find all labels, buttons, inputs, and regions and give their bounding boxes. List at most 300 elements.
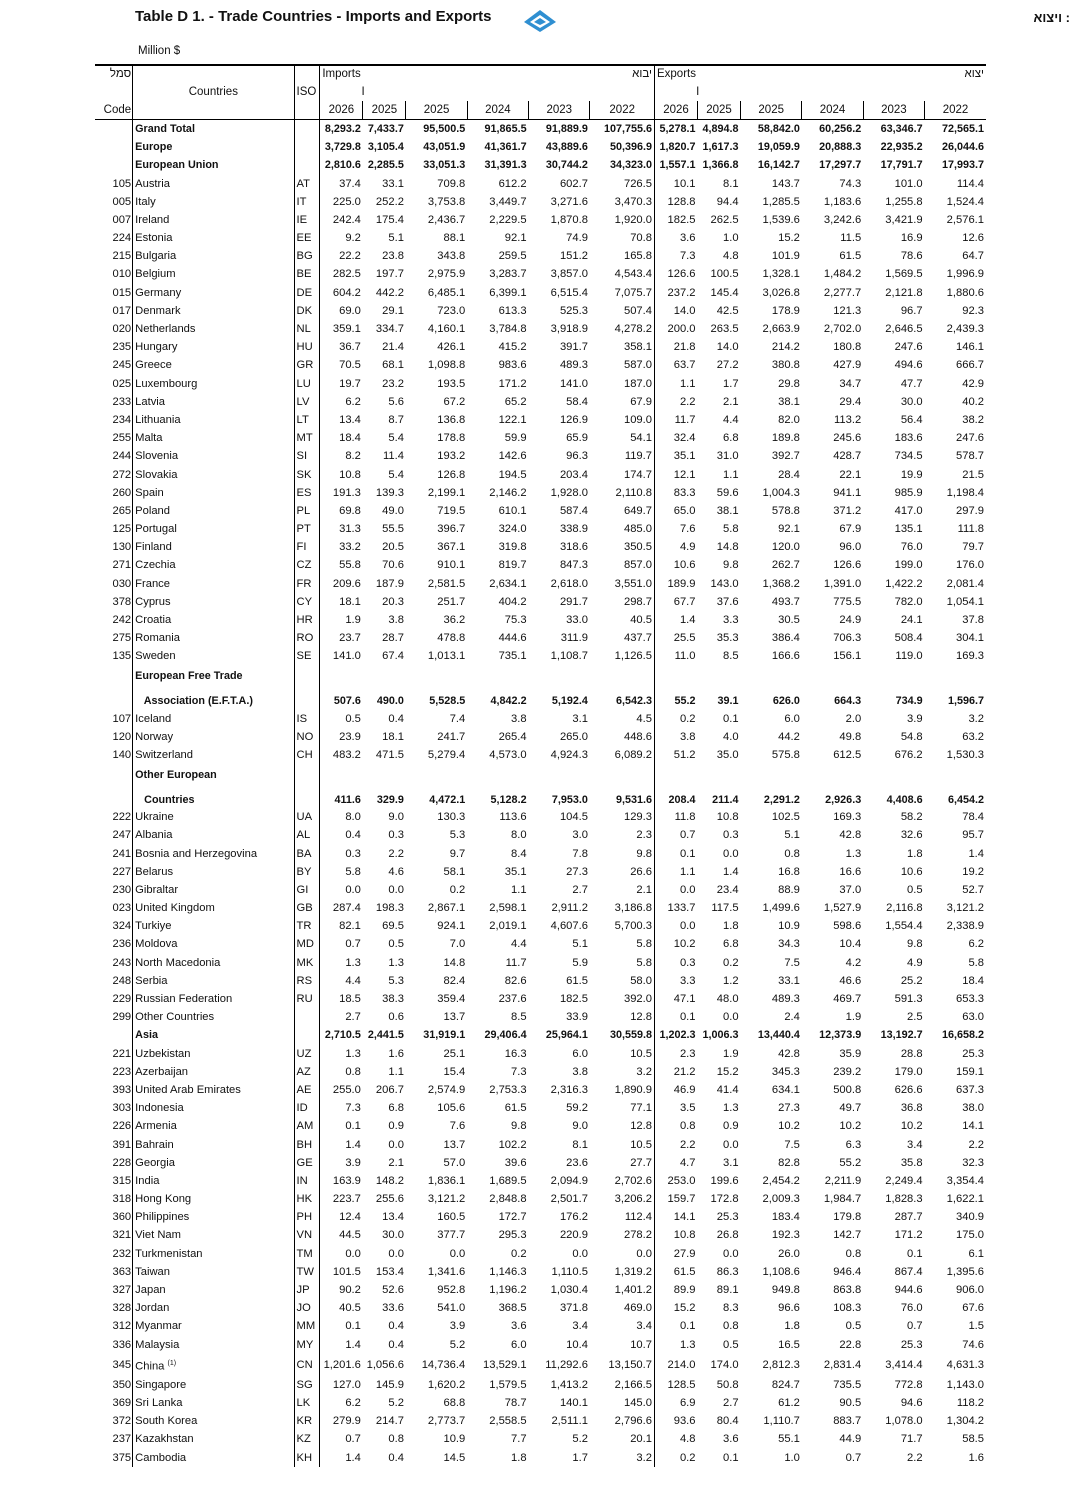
table-row: [95, 1376, 986, 1394]
export-value: 1,006.3: [702, 1029, 739, 1042]
import-value: 0.8: [388, 1433, 404, 1446]
import-value: 0.4: [388, 1320, 404, 1333]
import-value: 483.2: [332, 748, 361, 761]
import-value: 2,558.5: [489, 1415, 527, 1428]
import-value: 371.8: [559, 1302, 588, 1315]
export-value: 1.8: [907, 847, 923, 860]
row-country-label: European Union: [135, 159, 219, 172]
iso-header: ISO: [294, 83, 320, 101]
row-iso: CH: [294, 746, 320, 764]
import-value: 4,278.2: [590, 320, 655, 338]
table-row: [95, 809, 986, 827]
export-value: 5.1: [784, 829, 800, 842]
import-value: 5,528.5: [429, 695, 466, 707]
import-value: 3.8: [388, 614, 404, 627]
export-value: 28.8: [900, 1047, 923, 1060]
import-value: 182.5: [559, 993, 588, 1006]
import-value: 58.0: [590, 972, 655, 990]
export-value: 61.5: [839, 250, 862, 263]
import-value: 52.6: [382, 1284, 404, 1297]
export-value: 46.9: [673, 1083, 696, 1096]
table-row: [95, 375, 986, 393]
export-value: 1.9: [845, 1011, 862, 1024]
export-value: 11.5: [840, 232, 862, 245]
import-value: [467, 765, 528, 786]
import-value: 151.2: [559, 250, 588, 263]
import-value: 70.6: [382, 559, 404, 572]
import-value: 50,396.9: [590, 139, 655, 157]
import-value: 7,075.7: [590, 284, 655, 302]
export-value: 494.6: [894, 359, 923, 372]
row-iso: JP: [294, 1281, 320, 1299]
import-value: 396.7: [437, 523, 466, 536]
row-iso: MK: [294, 954, 320, 972]
row-country-label: Indonesia: [135, 1102, 184, 1115]
import-value: 0.7: [345, 1433, 361, 1446]
export-value: 25.3: [962, 1047, 984, 1060]
row-country-label: Hong Kong: [135, 1193, 192, 1206]
row-country-label: Malaysia: [135, 1338, 180, 1351]
export-value: 2,211.9: [824, 1174, 862, 1187]
import-value: 2.1: [388, 1156, 404, 1169]
row-country: [133, 120, 294, 139]
export-value: 64.7: [962, 250, 984, 263]
export-value: 35.8: [900, 1156, 923, 1169]
import-value: 25.1: [443, 1047, 466, 1060]
export-value: [925, 765, 986, 786]
import-value: 31,391.3: [484, 159, 527, 172]
row-code: [95, 120, 133, 139]
row-country: [133, 687, 294, 710]
export-value: 6.8: [722, 938, 739, 951]
export-value: 867.4: [894, 1265, 923, 1278]
export-value: 3,026.8: [762, 286, 800, 299]
row-iso: [294, 120, 320, 139]
export-value: 92.1: [778, 523, 800, 536]
table-row: [95, 320, 986, 338]
export-value: 159.1: [956, 1065, 984, 1078]
table-row: [95, 1431, 986, 1449]
export-value: 2,812.3: [762, 1358, 800, 1371]
row-iso: HK: [294, 1191, 320, 1209]
row-country-label: Uzbekistan: [135, 1047, 191, 1060]
import-value: 1.3: [388, 956, 404, 969]
import-value: 478.8: [437, 632, 466, 645]
import-value: 1,146.3: [489, 1265, 527, 1278]
import-value: 74.9: [566, 232, 588, 245]
import-value: 6.0: [572, 1047, 588, 1060]
import-value: 145.0: [590, 1394, 655, 1412]
row-country: [133, 666, 294, 687]
row-code: 015: [95, 284, 133, 302]
import-value: 23.6: [566, 1156, 588, 1169]
export-value: 182.5: [667, 213, 696, 226]
export-value: 89.9: [673, 1284, 696, 1297]
year-header: 2025: [698, 101, 741, 120]
export-value: 60,256.2: [819, 122, 862, 135]
export-value: 14.0: [716, 341, 739, 354]
export-value: 2,663.9: [762, 323, 800, 336]
export-value: 2,009.3: [762, 1193, 800, 1206]
table-row: [95, 1100, 986, 1118]
import-value: 5.6: [388, 395, 404, 408]
import-value: 252.2: [375, 195, 404, 208]
row-country: [133, 900, 294, 918]
import-value: 7.6: [449, 1120, 466, 1133]
import-value: 104.5: [559, 811, 588, 824]
row-country: [133, 302, 294, 320]
export-value: 0.5: [722, 1338, 739, 1351]
import-value: 279.9: [332, 1415, 361, 1428]
import-value: 88.1: [443, 232, 466, 245]
row-code: 223: [95, 1063, 133, 1081]
import-value: 8.7: [388, 413, 404, 426]
row-code: 135: [95, 648, 133, 666]
row-iso: PT: [294, 521, 320, 539]
export-value: [741, 666, 802, 687]
table-row: [95, 1263, 986, 1281]
import-value: 2,501.7: [550, 1193, 588, 1206]
export-value: 1,328.1: [762, 268, 800, 281]
import-value: 174.7: [590, 466, 655, 484]
row-country-label: Armenia: [135, 1120, 177, 1133]
import-value: 311.9: [560, 632, 588, 645]
export-value: 42.5: [716, 304, 739, 317]
import-value: 0.4: [388, 1338, 404, 1351]
export-value: 59.6: [716, 486, 739, 499]
import-value: 20.3: [382, 595, 404, 608]
row-iso: PH: [294, 1209, 320, 1227]
import-value: 1,836.1: [427, 1174, 466, 1187]
export-value: 175.0: [956, 1229, 984, 1242]
row-country-label: Hungary: [135, 341, 178, 354]
row-iso: [294, 1009, 320, 1027]
import-value: 2,511.1: [551, 1415, 588, 1428]
import-value: 2.1: [590, 881, 655, 899]
import-value: 437.7: [590, 630, 655, 648]
row-code: 025: [95, 375, 133, 393]
import-value: 163.9: [332, 1174, 361, 1187]
import-value: 141.0: [559, 377, 588, 390]
import-value: 2,618.0: [550, 577, 588, 590]
import-value: 350.5: [590, 539, 655, 557]
import-value: 14.5: [443, 1451, 466, 1464]
import-value: 61.5: [566, 974, 588, 987]
export-value: 1.1: [722, 468, 739, 481]
import-value: 29,406.4: [484, 1029, 527, 1042]
row-country: [133, 809, 294, 827]
export-value: 21.5: [962, 468, 984, 481]
export-value: 1,198.4: [946, 486, 984, 499]
export-value: 3,421.9: [885, 213, 923, 226]
row-country: [133, 248, 294, 266]
import-value: 68.1: [382, 359, 404, 372]
import-value: [320, 765, 363, 786]
year-header: 2023: [529, 101, 590, 120]
import-value: 2,110.8: [590, 484, 655, 502]
import-value: 2,285.5: [367, 159, 404, 172]
row-iso: CZ: [294, 557, 320, 575]
import-value: 18.1: [339, 595, 361, 608]
export-value: 16,658.2: [941, 1029, 984, 1042]
export-value: 71.7: [900, 1433, 923, 1446]
export-value: 0.0: [722, 1138, 739, 1151]
row-code: [95, 765, 133, 786]
export-value: 96.0: [839, 541, 862, 554]
import-value: 0.3: [388, 829, 404, 842]
export-value: 653.3: [956, 993, 984, 1006]
row-country: [133, 339, 294, 357]
row-country-label: Other European: [135, 768, 217, 781]
import-value: 14.8: [443, 956, 466, 969]
import-value: [320, 666, 363, 687]
table-row: [95, 1354, 986, 1376]
export-value: 2,576.1: [946, 213, 984, 226]
row-code: 336: [95, 1336, 133, 1354]
export-value: 734.9: [895, 695, 923, 707]
row-country-label: Slovakia: [135, 468, 178, 481]
import-value: 0.7: [345, 938, 361, 951]
import-value: [590, 765, 655, 786]
import-value: 82.4: [443, 974, 466, 987]
import-value: 8.0: [511, 829, 527, 842]
import-value: 44.5: [339, 1229, 361, 1242]
export-value: 37.0: [839, 883, 862, 896]
import-value: 122.1: [498, 413, 527, 426]
export-value: 493.7: [771, 595, 800, 608]
row-iso: VN: [294, 1227, 320, 1245]
export-value: 2,277.7: [823, 286, 862, 299]
import-value: 90.2: [339, 1284, 361, 1297]
table-title: Table D 1. - Trade Countries - Imports and Exports: [135, 8, 492, 25]
import-value: 223.7: [332, 1193, 361, 1206]
export-value: 55.1: [778, 1433, 800, 1446]
row-code: 378: [95, 593, 133, 611]
import-value: 7,433.7: [367, 122, 404, 135]
export-value: 78.4: [962, 811, 984, 824]
import-value: 193.5: [437, 377, 466, 390]
row-code: [95, 139, 133, 157]
import-value: 126.8: [437, 468, 466, 481]
export-value: 1,484.2: [823, 268, 862, 281]
export-value: 10.1: [673, 177, 696, 190]
export-value: 7.5: [784, 956, 800, 969]
import-value: 43,051.9: [423, 141, 466, 154]
row-country: [133, 448, 294, 466]
export-value: 4.7: [679, 1156, 696, 1169]
row-country: [133, 863, 294, 881]
export-value: 102.5: [771, 811, 800, 824]
import-value: 49.0: [382, 504, 404, 517]
row-code: 130: [95, 539, 133, 557]
import-value: 444.6: [498, 632, 527, 645]
row-country: [133, 484, 294, 502]
import-value: 40.5: [339, 1302, 361, 1315]
import-value: 819.7: [498, 559, 527, 572]
export-value: 208.4: [668, 793, 696, 806]
row-iso: [294, 687, 320, 710]
import-value: 1,920.0: [590, 211, 655, 229]
export-value: 9.8: [907, 938, 923, 951]
import-value: 67.4: [382, 650, 404, 663]
row-country: [133, 881, 294, 899]
row-country: [133, 1245, 294, 1263]
import-value: 187.0: [590, 375, 655, 393]
year-header: 2025: [363, 101, 406, 120]
export-value: 17,993.7: [941, 159, 984, 172]
row-iso: SI: [294, 448, 320, 466]
import-value: 3.4: [590, 1318, 655, 1336]
import-value: 5.3: [449, 829, 466, 842]
export-value: 626.6: [894, 1083, 923, 1096]
export-value: 575.8: [771, 748, 800, 761]
import-value: 82.6: [504, 974, 527, 987]
table-row: [95, 266, 986, 284]
import-value: 1,890.9: [590, 1081, 655, 1099]
export-value: 0.2: [679, 1451, 696, 1464]
import-value: 2,229.5: [489, 213, 527, 226]
table-row: [95, 1027, 986, 1045]
export-value: 35.9: [839, 1047, 862, 1060]
import-value: 65.9: [566, 432, 588, 445]
table-row: [95, 1172, 986, 1190]
import-value: 65.2: [504, 395, 527, 408]
export-value: 49.8: [839, 730, 862, 743]
row-iso: [294, 157, 320, 175]
import-value: 242.4: [332, 213, 361, 226]
row-code: 327: [95, 1281, 133, 1299]
row-iso: BE: [294, 266, 320, 284]
export-value: 17,791.7: [880, 159, 923, 172]
row-code: 105: [95, 175, 133, 193]
export-value: 79.7: [962, 541, 984, 554]
export-value: 11.8: [674, 811, 696, 824]
export-value: 1,530.3: [946, 748, 984, 761]
row-country: [133, 1336, 294, 1354]
import-value: 91,865.5: [484, 122, 527, 135]
export-value: 15.2: [673, 1302, 696, 1315]
export-value: 200.0: [667, 323, 696, 336]
export-value: 1.4: [722, 865, 739, 878]
export-value: 6.1: [968, 1247, 984, 1260]
table-row: [95, 1045, 986, 1063]
row-iso: SK: [294, 466, 320, 484]
export-value: [925, 666, 986, 687]
import-value: 92.1: [504, 232, 527, 245]
export-value: 5.8: [968, 956, 984, 969]
export-value: 12,373.9: [819, 1029, 862, 1042]
export-value: 386.4: [771, 632, 800, 645]
import-value: 136.8: [437, 413, 466, 426]
export-value: 4.4: [722, 413, 739, 426]
export-value: 37.6: [716, 595, 739, 608]
import-value: 3,186.8: [590, 900, 655, 918]
import-value: 25,964.1: [545, 1029, 588, 1042]
export-value: 8.5: [722, 650, 739, 663]
import-value: 5,279.4: [427, 748, 466, 761]
export-value: 29.8: [778, 377, 800, 390]
export-value: 16.8: [778, 865, 800, 878]
row-iso: [294, 1027, 320, 1045]
import-value: 11.7: [505, 956, 527, 969]
export-value: 3.6: [722, 1433, 739, 1446]
import-value: 2.7: [345, 1011, 361, 1024]
import-value: 13,529.1: [483, 1358, 527, 1371]
row-code: 017: [95, 302, 133, 320]
import-value: 490.0: [376, 695, 404, 707]
export-value: 345.3: [771, 1065, 800, 1078]
export-value: 1.1: [679, 377, 696, 390]
export-value: 6.9: [679, 1396, 696, 1409]
row-country-label: North Macedonia: [135, 956, 221, 969]
export-value: 2.7: [722, 1396, 739, 1409]
import-value: 39.6: [504, 1156, 527, 1169]
import-value: 329.9: [376, 793, 404, 806]
import-value: 6.2: [345, 395, 361, 408]
import-value: 10.8: [339, 468, 361, 481]
export-value: 38.1: [716, 504, 739, 517]
export-value: 626.0: [772, 695, 800, 707]
row-code: [95, 786, 133, 809]
export-value: 16.6: [839, 865, 862, 878]
row-code: 248: [95, 972, 133, 990]
import-value: 5.2: [572, 1433, 588, 1446]
import-value: 220.9: [559, 1229, 588, 1242]
export-value: 24.1: [900, 614, 923, 627]
import-value: 8.1: [572, 1138, 588, 1151]
export-value: 50.8: [716, 1378, 739, 1391]
row-code: 023: [95, 900, 133, 918]
export-value: 3,414.4: [885, 1358, 923, 1371]
import-value: 2,019.1: [489, 920, 527, 933]
import-value: 15.4: [443, 1065, 466, 1078]
import-value: 719.5: [437, 504, 466, 517]
export-value: 0.7: [907, 1320, 923, 1333]
import-value: 6,542.3: [590, 687, 655, 710]
table-row: [95, 1118, 986, 1136]
import-value: 2,441.5: [367, 1029, 404, 1042]
row-iso: RO: [294, 630, 320, 648]
export-value: [802, 765, 863, 786]
row-code: 120: [95, 728, 133, 746]
export-value: 2.2: [679, 395, 696, 408]
row-country-label: France: [135, 577, 170, 590]
cbs-logo-icon: [520, 8, 560, 34]
row-iso: [294, 765, 320, 786]
export-value: 0.1: [722, 1451, 739, 1464]
row-country: [133, 393, 294, 411]
import-value: 485.0: [590, 521, 655, 539]
export-value: 101.9: [771, 250, 800, 263]
export-value: 428.7: [833, 450, 862, 463]
export-value: 0.9: [722, 1120, 739, 1133]
export-value: 239.2: [833, 1065, 862, 1078]
import-value: 109.0: [590, 411, 655, 429]
row-country-label: Grand Total: [135, 122, 195, 135]
import-value: 36.2: [443, 614, 466, 627]
import-value: 43,889.6: [545, 141, 588, 154]
import-value: 18.5: [339, 993, 361, 1006]
row-code: 247: [95, 827, 133, 845]
import-value: 1.1: [511, 883, 527, 896]
row-country: [133, 827, 294, 845]
export-value: 179.0: [894, 1065, 923, 1078]
import-value: 10.7: [590, 1336, 655, 1354]
export-value: 0.0: [722, 1011, 739, 1024]
export-value: 1,569.5: [885, 268, 923, 281]
row-code: 299: [95, 1009, 133, 1027]
export-value: 1,422.2: [885, 577, 923, 590]
